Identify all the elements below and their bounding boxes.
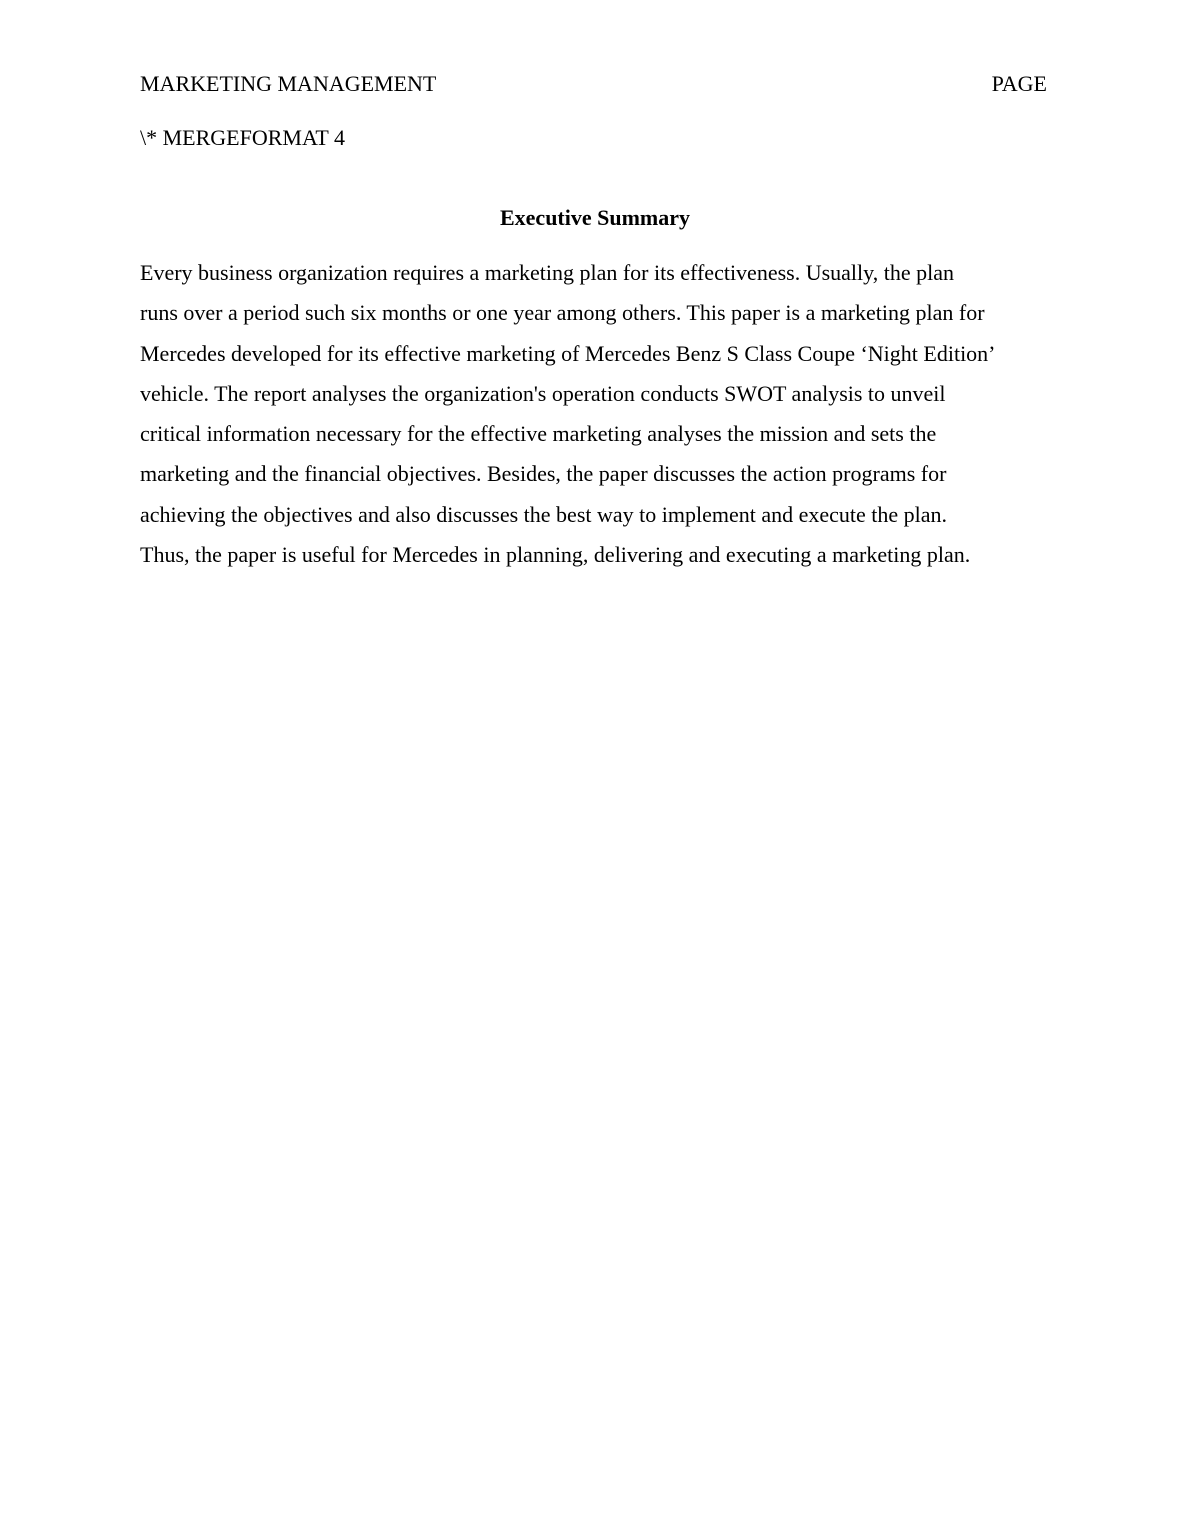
section-title: Executive Summary [499,205,691,230]
paragraph-line: runs over a period such six months or one year among others. This paper is a marketing plan for [140,300,985,326]
executive-summary-paragraph [140,253,1052,575]
mergeformat-field-code: \* MERGEFORMAT 4 [140,125,345,150]
paragraph-line: critical information necessary for the effective marketing analyses the mission and sets the [140,421,937,447]
paragraph-line: Every business organization requires a marketing plan for its effectiveness. Usually, the plan [140,260,954,285]
running-head: MARKETING MANAGEMENT [140,71,437,96]
paragraph-line: Thus, the paper is useful for Mercedes in planning, delivering and executing a marketing plan. [140,542,971,568]
paragraph-line: Mercedes developed for its effective marketing of Mercedes Benz S Class Coupe ‘Night Edition’ [140,340,996,366]
paragraph-line: achieving the objectives and also discusses the best way to implement and execute the plan. [140,501,948,527]
paragraph-line: vehicle. The report analyses the organization's operation conducts SWOT analysis to unveil [140,380,946,406]
page-number-field: PAGE [991,71,1047,96]
paragraph-line: marketing and the financial objectives. Besides, the paper discusses the action programs for [140,461,947,487]
